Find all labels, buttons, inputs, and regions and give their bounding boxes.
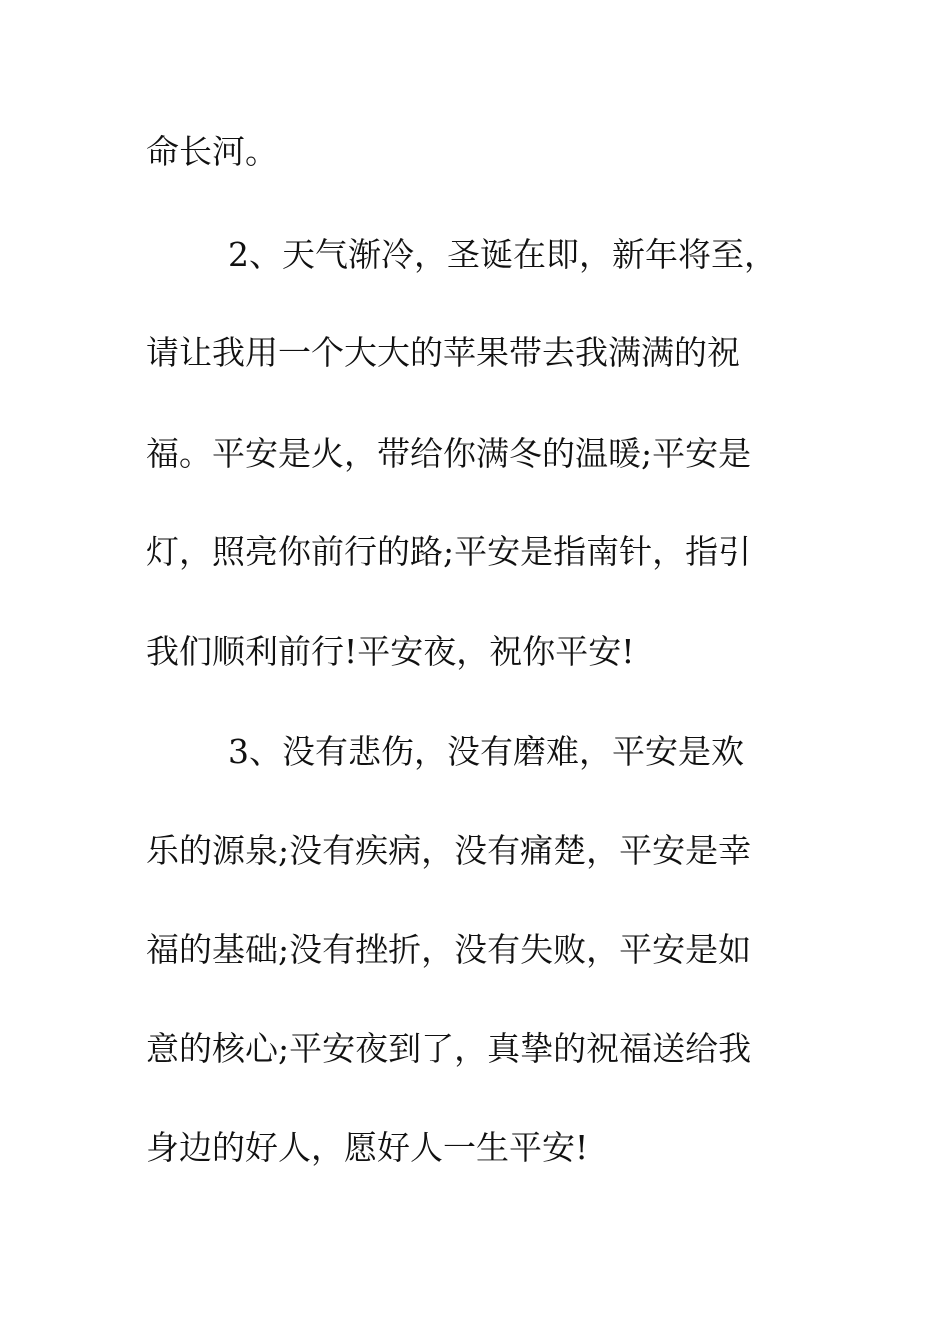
text-line: 乐的源泉;没有疾病，没有痛楚，平安是幸 (146, 831, 752, 870)
text-line: 福的基础;没有挫折，没有失败，平安是如 (146, 930, 752, 969)
text-line: 请让我用一个大大的苹果带去我满满的祝 (146, 333, 740, 372)
text-line: 身边的好人，愿好人一生平安! (146, 1128, 589, 1167)
text-line: 福。平安是火，带给你满冬的温暖;平安是 (146, 434, 752, 473)
paragraph-2-first-line: 2、天气渐冷，圣诞在即，新年将至， (228, 235, 777, 274)
text-line: 命长河。 (146, 132, 278, 171)
paragraph-3-first-line: 3、没有悲伤，没有磨难，平安是欢 (228, 732, 744, 771)
text-line: 意的核心;平安夜到了，真挚的祝福送给我 (146, 1029, 752, 1068)
text-line: 我们顺利前行!平安夜，祝你平安! (146, 632, 635, 671)
text-line: 灯，照亮你前行的路;平安是指南针，指引 (146, 532, 752, 571)
